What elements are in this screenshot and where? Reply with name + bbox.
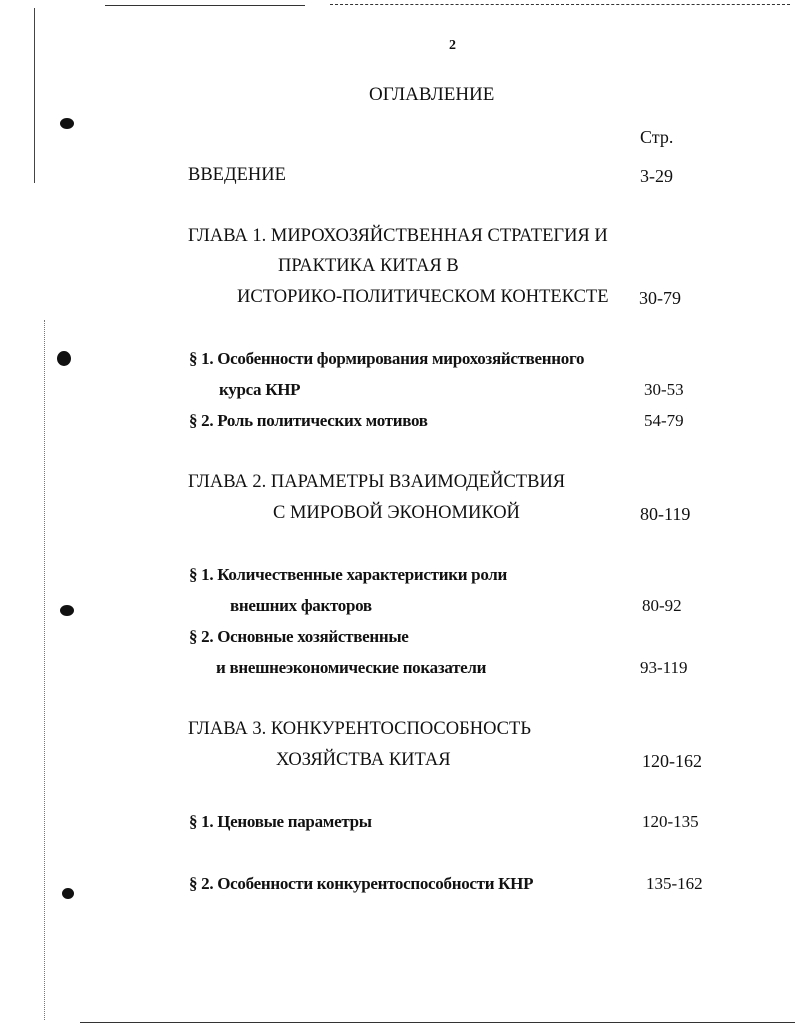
toc-chapter-1-line-3: ИСТОРИКО-ПОЛИТИЧЕСКОМ КОНТЕКСТЕ (237, 287, 609, 307)
page-number: 2 (449, 38, 456, 53)
toc-chapter-1-line-1: ГЛАВА 1. МИРОХОЗЯЙСТВЕННАЯ СТРАТЕГИЯ И (188, 226, 608, 246)
punch-hole-mark (60, 605, 74, 616)
toc-chapter-1-line-2: ПРАКТИКА КИТАЯ В (278, 256, 459, 276)
toc-chapter-2-section-1-line-1: § 1. Количественные характеристики роли (189, 565, 508, 584)
toc-chapter-3-section-2: § 2. Особенности конкурентоспособности КНР (189, 874, 534, 893)
toc-chapter-2-line-2: С МИРОВОЙ ЭКОНОМИКОЙ (273, 503, 520, 523)
top-border-line (105, 5, 305, 6)
toc-chapter-1-section-2-pages: 54-79 (644, 411, 684, 430)
toc-chapter-1-pages: 30-79 (639, 288, 681, 308)
toc-chapter-1-section-1-pages: 30-53 (644, 380, 684, 399)
toc-chapter-3-line-1: ГЛАВА 3. КОНКУРЕНТОСПОСОБНОСТЬ (188, 719, 531, 739)
toc-chapter-3-line-2: ХОЗЯЙСТВА КИТАЯ (276, 750, 451, 770)
toc-chapter-1-section-1-line-1: § 1. Особенности формирования мирохозяйственного (189, 349, 585, 368)
toc-chapter-2-pages: 80-119 (640, 504, 691, 524)
toc-chapter-2-section-2-line-1: § 2. Основные хозяйственные (189, 627, 409, 646)
toc-chapter-2-section-2-line-2: и внешнеэкономические показатели (216, 658, 487, 677)
toc-chapter-2-section-2-pages: 93-119 (640, 658, 688, 677)
toc-chapter-1-section-2: § 2. Роль политических мотивов (189, 411, 428, 430)
toc-chapter-3-section-1: § 1. Ценовые параметры (189, 812, 372, 831)
toc-chapter-2-line-1: ГЛАВА 2. ПАРАМЕТРЫ ВЗАИМОДЕЙСТВИЯ (188, 472, 566, 492)
left-margin-line (44, 320, 45, 1020)
toc-chapter-2-section-1-pages: 80-92 (642, 596, 682, 615)
toc-chapter-1-section-1-line-2: курса КНР (219, 380, 301, 399)
bottom-border-line (80, 1022, 795, 1023)
toc-chapter-3-pages: 120-162 (642, 751, 702, 771)
toc-chapter-3-section-2-pages: 135-162 (646, 874, 703, 893)
punch-hole-mark (57, 351, 71, 366)
toc-chapter-2-section-1-line-2: внешних факторов (230, 596, 372, 615)
toc-chapter-3-section-1-pages: 120-135 (642, 812, 699, 831)
toc-introduction: ВВЕДЕНИЕ (188, 165, 286, 185)
left-margin-line (34, 8, 35, 183)
toc-introduction-pages: 3-29 (640, 166, 673, 186)
top-border-line (330, 4, 790, 5)
page-column-label: Стр. (640, 127, 674, 147)
punch-hole-mark (62, 888, 74, 899)
punch-hole-mark (60, 118, 74, 129)
toc-heading: ОГЛАВЛЕНИЕ (369, 84, 495, 105)
